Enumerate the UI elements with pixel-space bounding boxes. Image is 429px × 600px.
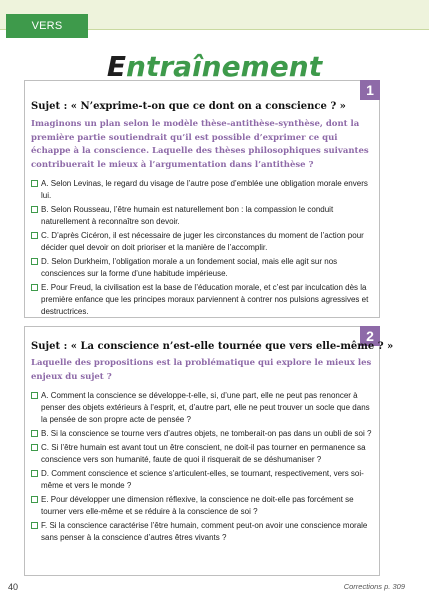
option-text: B. Si la conscience se tourne vers d’autres objets, ne tomberait-on pas dans un oubli de soi ? (41, 429, 372, 438)
option-item[interactable] (31, 230, 377, 254)
exercise-subject: Sujet : « La conscience n’est-elle tournée que vers elle-même ? » (31, 341, 394, 352)
exercise-instruction: Laquelle des propositions est la problématique qui explore le mieux les enjeux du sujet ? (31, 358, 372, 382)
checkbox-icon[interactable] (31, 180, 38, 187)
exercise-number-badge: 2 (360, 326, 380, 346)
option-text: C. Si l’être humain est avant tout un être conscient, ne doit-il pas tourner en permanence sa conscience vers son humanité, faute de quoi il risquerait de se déshumaniser ? (41, 443, 366, 464)
option-item[interactable] (31, 282, 377, 318)
checkbox-icon[interactable] (31, 496, 38, 503)
checkbox-icon[interactable] (31, 206, 38, 213)
corrections-reference: Corrections p. 309 (343, 582, 405, 591)
checkbox-icon[interactable] (31, 444, 38, 451)
exercise-2 (24, 326, 394, 576)
checkbox-icon[interactable] (31, 284, 38, 291)
option-item[interactable] (31, 178, 377, 202)
page-number: 40 (8, 582, 19, 592)
option-item[interactable] (31, 468, 377, 492)
option-text: A. Selon Levinas, le regard du visage de l’autre pose d’emblée une obligation morale envers lui. (41, 179, 368, 200)
option-text: A. Comment la conscience se développe-t-elle, si, d’une part, elle ne peut pas renoncer à penser des objets extérieurs à l’esprit, et, d’autre part, elle ne peut trouver un socle que dans la pensée de son propre acte de pensée ? (41, 391, 370, 424)
checkbox-icon[interactable] (31, 522, 38, 529)
checkbox-icon[interactable] (31, 232, 38, 239)
option-list (31, 178, 377, 320)
option-text: C. D’après Cicéron, il est nécessaire de juger les circonstances du moment de l’action pour décider quel devoir on doit prioriser et la manière de l’accomplir. (41, 231, 364, 252)
exercise-subject: Sujet : « N’exprime-t-on que ce dont on a conscience ? » (31, 101, 346, 112)
option-item[interactable] (31, 204, 377, 228)
option-text: D. Comment conscience et science s’articulent-elles, se tournant, respectivement, vers soi-même et vers le monde ? (41, 469, 364, 490)
exercise-number-badge: 1 (360, 80, 380, 100)
checkbox-icon[interactable] (31, 258, 38, 265)
title-initial: E (106, 50, 127, 83)
option-list (31, 390, 377, 546)
option-text: E. Pour Freud, la civilisation est la base de l’éducation morale, et c’est par inculcation dès la première enfance que les principes moraux parviennent à contrer nos pulsions agressives et destructrices. (41, 283, 369, 316)
checkbox-icon[interactable] (31, 470, 38, 477)
section-tag: VERS L'ÉPREUVE (6, 14, 88, 38)
option-item[interactable] (31, 494, 377, 518)
title-rest: ntraînement (126, 50, 323, 83)
option-item[interactable] (31, 428, 377, 440)
option-text: D. Selon Durkheim, l’obligation morale a un fondement social, mais elle agit sur nos consciences sur la forme d’une habitude impérieuse. (41, 257, 338, 278)
option-text: B. Selon Rousseau, l’être humain est naturellement bon : la compassion le conduit naturellement à reconnaître son devoir. (41, 205, 334, 226)
exercise-instruction: Imaginons un plan selon le modèle thèse-antithèse-synthèse, dont la première partie soutiendrait qu’il est possible d’exprimer ce qui échappe à la conscience. Laquelle des thèses philosophiques suivantes contribuerait le mieux à l’argumentation dans l’antithèse ? (31, 119, 369, 170)
exercise-1 (24, 80, 380, 318)
option-item[interactable] (31, 442, 377, 466)
option-text: F. Si la conscience caractérise l’être humain, comment peut-on avoir une conscience morale sans penser à la conscience d’autres êtres vivants ? (41, 521, 368, 542)
checkbox-icon[interactable] (31, 430, 38, 437)
option-item[interactable] (31, 256, 377, 280)
option-text: E. Pour développer une dimension réflexive, la conscience ne doit-elle pas forcément se tourner vers elle-même et se réduire à la conscience de soi ? (41, 495, 354, 516)
checkbox-icon[interactable] (31, 392, 38, 399)
option-item[interactable] (31, 520, 377, 544)
page-title (0, 50, 429, 83)
option-item[interactable] (31, 390, 377, 426)
